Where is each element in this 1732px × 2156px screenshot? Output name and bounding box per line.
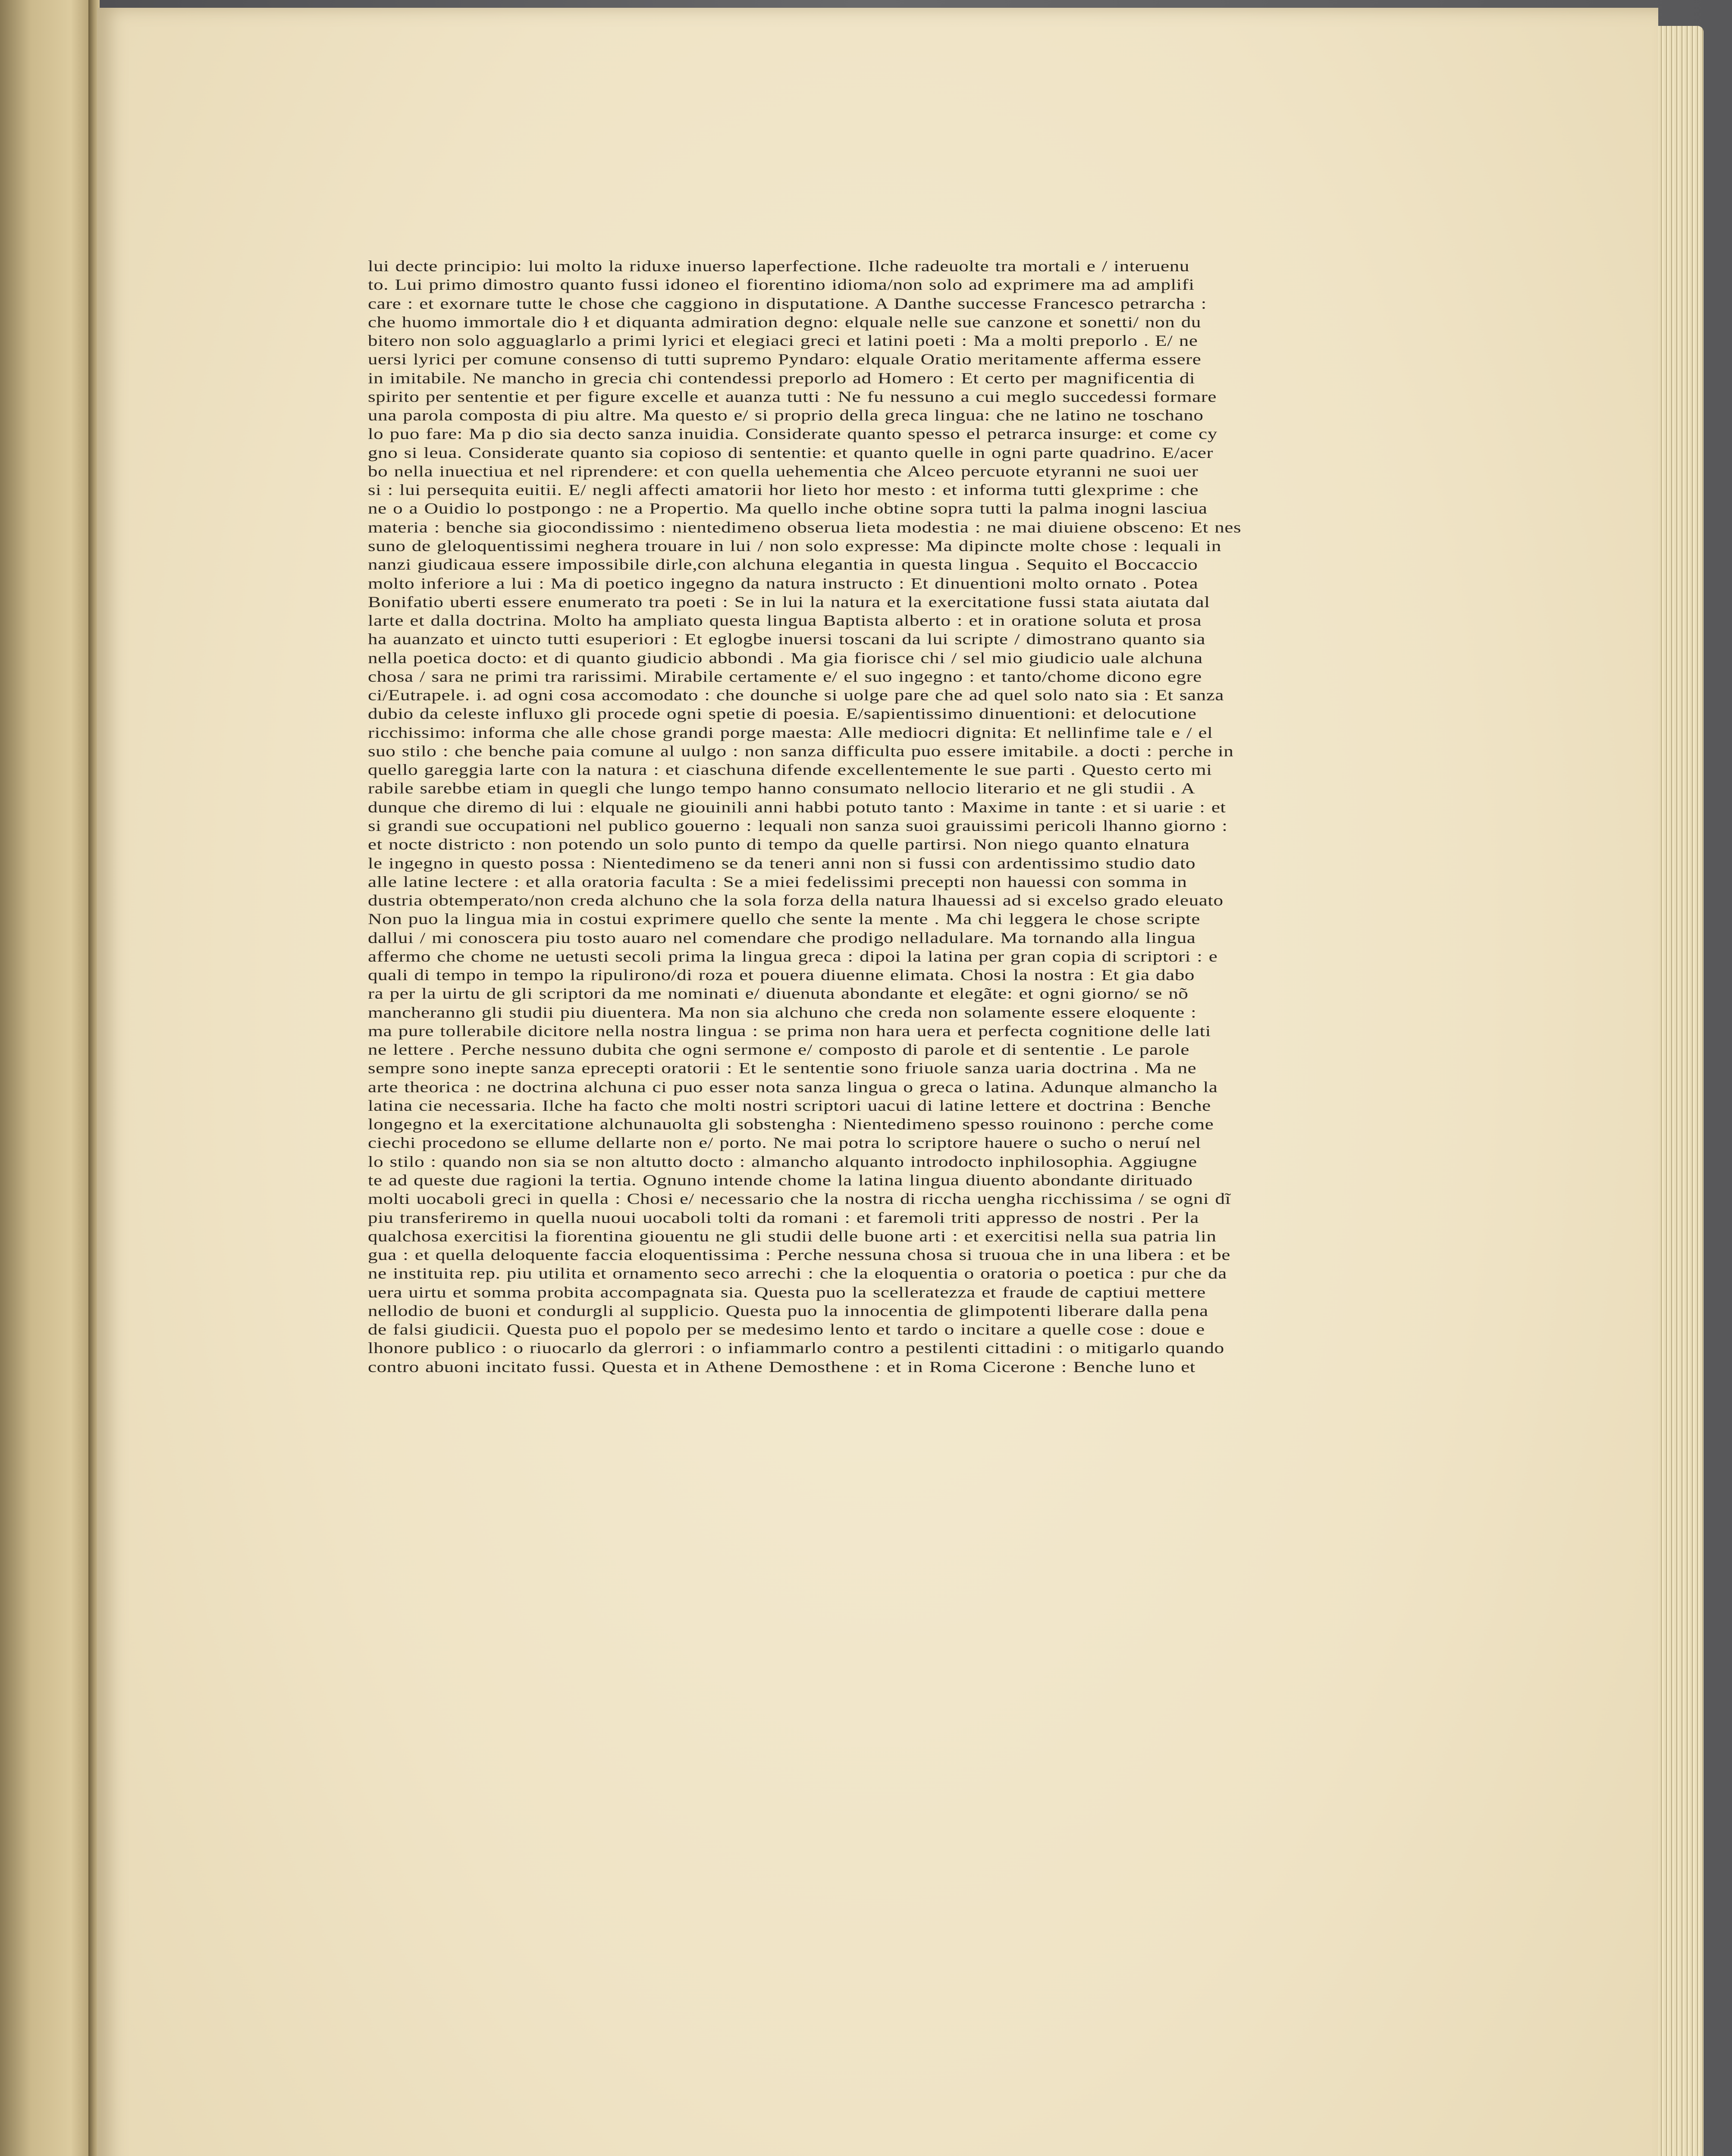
text-line: materia : benche sia giocondissimo : nientedimeno obserua lieta modestia : ne mai diuiene obsceno: Et nes	[368, 518, 1242, 536]
text-line: affermo che chome ne uetusti secoli prima la lingua greca : dipoi la latina per gran copia di scriptori : e	[368, 947, 1218, 965]
text-line: arte theorica : ne doctrina alchuna ci puo esser nota sanza lingua o greca o latina. Adunque almancho la	[368, 1078, 1218, 1096]
text-line: ra per la uirtu de gli scriptori da me nominati e/ diuenuta abondante et elegãte: et ogni giorno/ se nõ	[368, 985, 1189, 1003]
text-line: te ad queste due ragioni la tertia. Ognuno intende chome la latina lingua diuento abondante dirituado	[368, 1172, 1193, 1189]
text-line: ne lettere . Perche nessuno dubita che ogni sermone e/ composto di parole et di sententie . Le parole	[368, 1041, 1190, 1059]
text-line: nellodio de buoni et condurgli al supplicio. Questa puo la innocentia de glimpotenti liberare dalla pena	[368, 1302, 1208, 1319]
text-line: che huomo immortale dio ł et diquanta admiration degno: elquale nelle sue canzone et sonetti/ non du	[368, 313, 1201, 331]
text-line: lo puo fare: Ma p dio sia decto sanza inuidia. Considerate quanto spesso el petrarca insurge: et come cy	[368, 425, 1217, 443]
text-line: ha auanzato et uincto tutti esuperiori : Et eglogbe inuersi toscani da lui scripte / dimostrano quanto sia	[368, 630, 1206, 648]
text-line: si : lui persequita euitii. E/ negli affecti amatorii hor lieto hor mesto : et informa tutti glexprime : che	[368, 481, 1199, 499]
text-line: nanzi giudicaua essere impossibile dirle,con alchuna elegantia in questa lingua . Sequito el Boccaccio	[368, 556, 1198, 573]
text-line: ne instituita rep. piu utilita et ornamento seco arrechi : che la eloquentia o oratoria o poetica : pur che da	[368, 1265, 1227, 1282]
text-line: uera uirtu et somma probita accompagnata sia. Questa puo la scelleratezza et fraude de captiui mettere	[368, 1283, 1206, 1301]
text-line: rabile sarebbe etiam in quegli che lungo tempo hanno consumato nellocio literario et ne gli studii . A	[368, 780, 1195, 797]
text-line: lui decte principio: lui molto la riduxe inuerso laperfectione. Ilche radeuolte tra mortali e / interuenu	[368, 257, 1189, 275]
text-line: suno de gleloquentissimi neghera trouare in lui / non solo expresse: Ma dipincte molte chose : lequali in	[368, 537, 1221, 555]
text-line: latina cie necessaria. Ilche ha facto che molti nostri scriptori uacui di latine lettere et doctrina : Benche	[368, 1097, 1211, 1114]
text-line: lhonore publico : o riuocarlo da glerrori : o infiammarlo contro a pestilenti cittadini : o mitigarlo quando	[368, 1339, 1224, 1357]
text-line: longegno et la exercitatione alchunauolta gli sobstengha : Nientedimeno spesso rouinono : perche come	[368, 1116, 1214, 1133]
text-line: contro abuoni incitato fussi. Questa et in Athene Demosthene : et in Roma Cicerone : Benche luno et	[368, 1358, 1195, 1376]
text-line: de falsi giudicii. Questa puo el popolo per se medesimo lento et tardo o incitare a quelle cose : doue e	[368, 1321, 1205, 1338]
text-line: chosa / sara ne primi tra rarissimi. Mirabile certamente e/ el suo ingegno : et tanto/chome dicono egre	[368, 667, 1202, 685]
book-page	[97, 8, 1658, 2156]
text-line: dunque che diremo di lui : elquale ne giouinili anni habbi potuto tanto : Maxime in tante : et si uarie : et	[368, 798, 1226, 816]
text-line: si grandi sue occupationi nel publico gouerno : lequali non sanza suoi grauissimi pericoli lhanno giorno :	[368, 817, 1228, 834]
text-line: Bonifatio uberti essere enumerato tra poeti : Se in lui la natura et la exercitatione fussi stata aiutata dal	[368, 593, 1210, 611]
text-line: quello gareggia larte con la natura : et ciaschuna difende excellentemente le sue parti . Questo certo mi	[368, 761, 1212, 779]
left-page-edge	[0, 0, 90, 2156]
text-line: piu transferiremo in quella nuoui uocaboli tolti da romani : et faremoli triti appresso de nostri . Per la	[368, 1209, 1199, 1226]
text-line: ciechi procedono se ellume dellarte non e/ porto. Ne mai potra lo scriptore hauere o sucho o neruí nel	[368, 1134, 1201, 1152]
text-line: quali di tempo in tempo la ripulirono/di roza et pouera diuenne elimata. Chosi la nostra : Et gia dabo	[368, 966, 1195, 984]
text-line: bo nella inuectiua et nel riprendere: et con quella uehementia che Alceo percuote etyranni ne suoi uer	[368, 462, 1199, 480]
text-line: mancheranno gli studii piu diuentera. Ma non sia alchuno che creda non solamente essere eloquente :	[368, 1003, 1197, 1021]
text-line: ci/Eutrapele. i. ad ogni cosa accomodato : che dounche si uolge pare che ad quel solo nato sia : Et sanza	[368, 686, 1224, 704]
text-block	[368, 257, 1355, 1376]
text-line: in imitabile. Ne mancho in grecia chi contendessi preporlo ad Homero : Et certo per magnificentia di	[368, 369, 1195, 387]
text-line: qualchosa exercitisi la fiorentina giouentu ne gli studii delle buone arti : et exercitisi nella sua patria lin	[368, 1227, 1217, 1245]
text-line: le ingegno in questo possa : Nientedimeno se da teneri anni non si fussi con ardentissimo studio dato	[368, 854, 1196, 872]
text-line: Non puo la lingua mia in costui exprimere quello che sente la mente . Ma chi leggera le chose scripte	[368, 910, 1201, 928]
text-line: alle latine lectere : et alla oratoria faculta : Se a miei fedelissimi precepti non hauessi con somma in	[368, 873, 1187, 890]
text-line: to. Lui primo dimostro quanto fussi idoneo el fiorentino idioma/non solo ad exprimere ma ad amplifi	[368, 276, 1195, 294]
text-line: larte et dalla doctrina. Molto ha ampliato questa lingua Baptista alberto : et in oratione soluta et prosa	[368, 612, 1202, 630]
text-line: gno si leua. Considerate quanto sia copioso di sententie: et quanto quelle in ogni parte quadrino. E/acer	[368, 444, 1214, 461]
text-line: ricchissimo: informa che alle chose grandi porge maesta: Alle mediocri dignita: Et nellinfime tale e / el	[368, 724, 1213, 741]
text-line: dustria obtemperato/non creda alchuno che la sola forza della natura lhauessi ad si excelso grado eleuato	[368, 892, 1224, 909]
text-line: care : et exornare tutte le chose che caggiono in disputatione. A Danthe successe Francesco petrarcha :	[368, 295, 1207, 312]
text-line: nella poetica docto: et di quanto giudicio abbondi . Ma gia fiorisce chi / sel mio giudicio uale alchuna	[368, 649, 1203, 667]
text-line: ne o a Ouidio lo postpongo : ne a Propertio. Ma quello inche obtine sopra tutti la palma inogni lasciua	[368, 500, 1208, 517]
text-line: gua : et quella deloquente faccia eloquentissima : Perche nessuna chosa si truoua che in una libera : et be	[368, 1246, 1230, 1264]
text-line: uersi lyrici per comune consenso di tutti supremo Pyndaro: elquale Oratio meritamente afferma essere	[368, 351, 1202, 368]
text-line: dubio da celeste influxo gli procede ogni spetie di poesia. E/sapientissimo dinuentioni: et delocutione	[368, 705, 1197, 723]
text-line: una parola composta di piu altre. Ma questo e/ si proprio della greca lingua: che ne latino ne toschano	[368, 407, 1204, 424]
text-line: bitero non solo agguaglarlo a primi lyrici et elegiaci greci et latini poeti : Ma a molti preporlo . E/ ne	[368, 332, 1198, 350]
text-line: lo stilo : quando non sia se non altutto docto : almancho alquanto introdocto inphilosophia. Aggiugne	[368, 1153, 1197, 1170]
text-line: dallui / mi conoscera piu tosto auaro nel comendare che prodigo nelladulare. Ma tornando alla lingua	[368, 929, 1196, 946]
text-line: sempre sono inepte sanza eprecepti oratorii : Et le sententie sono friuole sanza uaria doctrina . Ma ne	[368, 1059, 1197, 1077]
text-line: spirito per sententie et per figure excelle et auanza tutti : Ne fu nessuno a cui meglo succedessi formare	[368, 388, 1217, 405]
text-line: suo stilo : che benche paia comune al uulgo : non sanza difficulta puo essere imitabile. a docti : perche in	[368, 742, 1234, 760]
text-line: et nocte districto : non potendo un solo punto di tempo da quelle partirsi. Non niego quanto elnatura	[368, 836, 1190, 853]
text-line: ma pure tollerabile dicitore nella nostra lingua : se prima non hara uera et perfecta cognitione delle lati	[368, 1022, 1211, 1040]
text-line: molti uocaboli greci in quella : Chosi e/ necessario che la nostra di riccha uengha ricchissima / se ogni dĩ	[368, 1190, 1231, 1208]
text-line: molto inferiore a lui : Ma di poetico ingegno da natura instructo : Et dinuentioni molto ornato . Potea	[368, 574, 1199, 592]
